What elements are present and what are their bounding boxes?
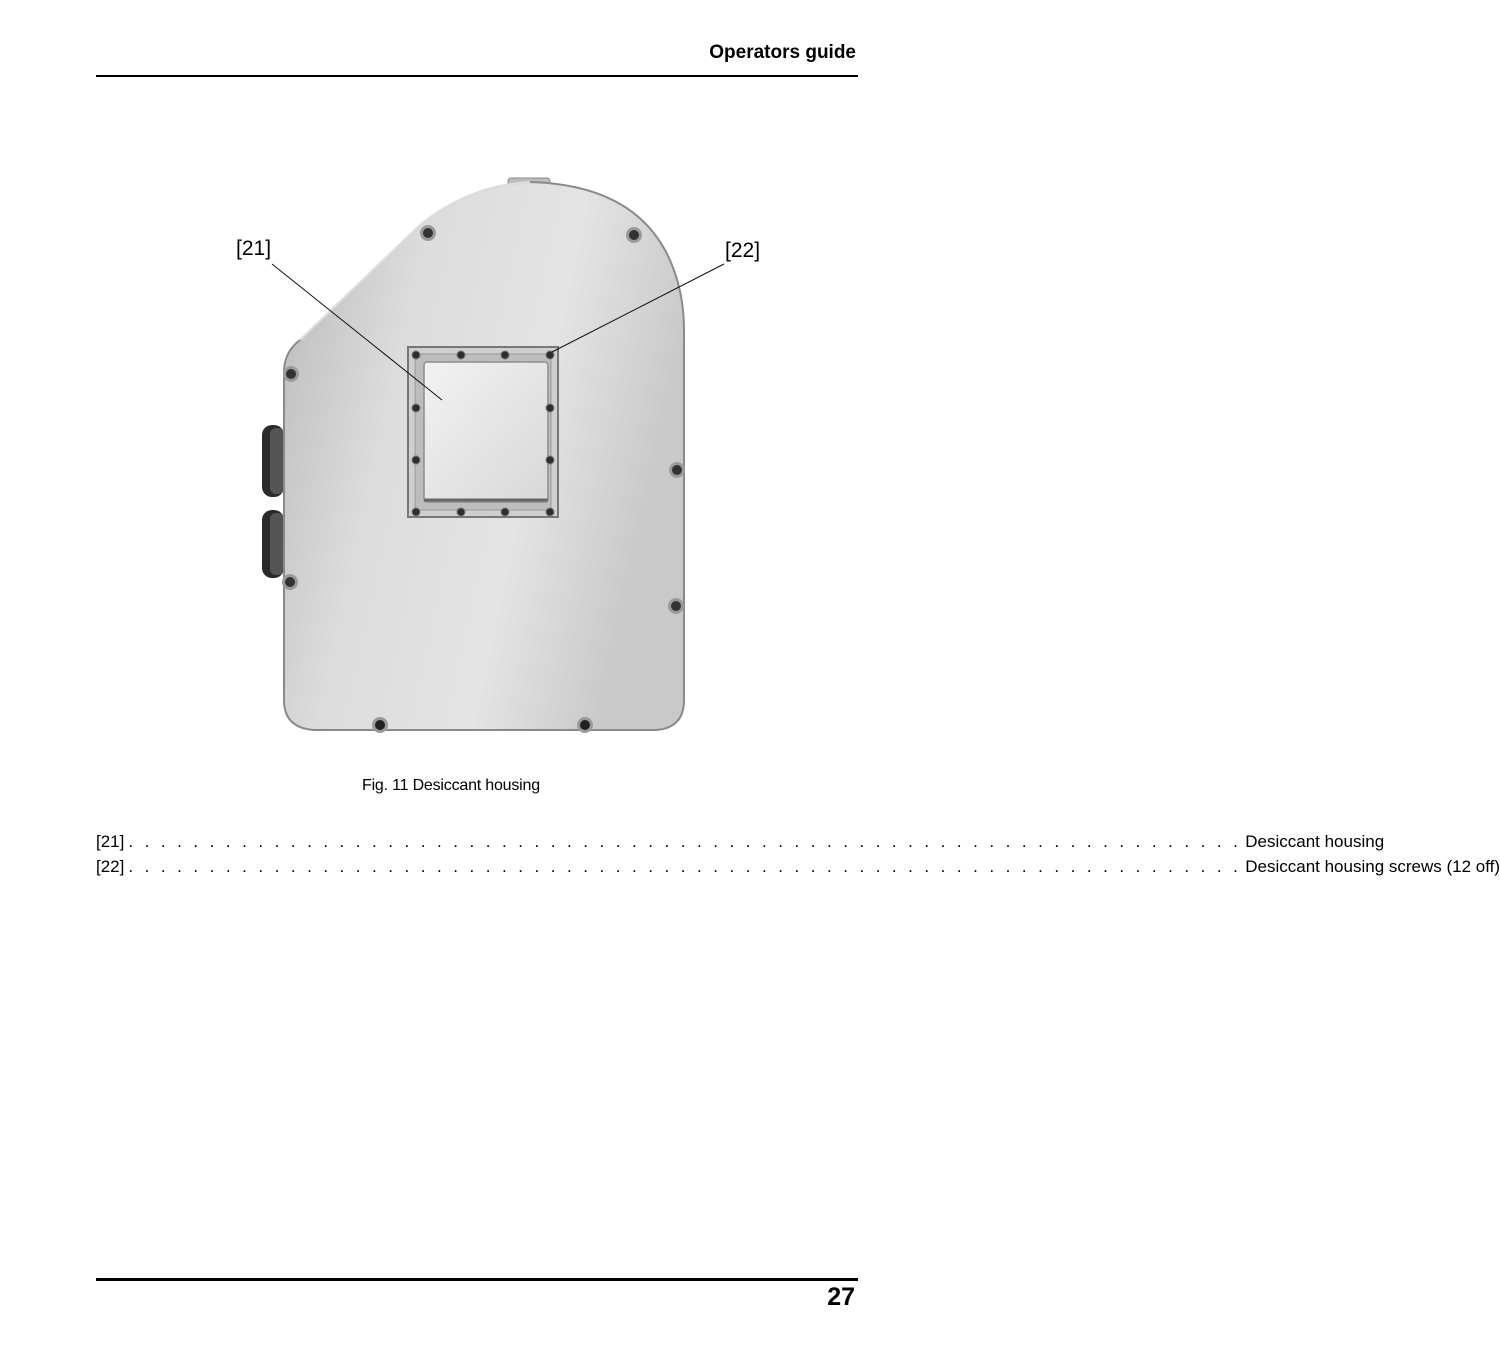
leader-dots: . . . . . . . . . . . . . . . . . . . . . . . . . . . . . . . . . . . . . . . . . . . . . . . . . . . . . . . . . . . . . . . . . . . . . xyxy=(128,832,1242,851)
legend-item xyxy=(96,832,1385,857)
leader-dots: . . . . . . . . . . . . . . . . . . . . . . . . . . . . . . . . . . . . . . . . . . . . . . . . . . . . . . . . . . . . . . . . . . . . . xyxy=(128,857,1242,876)
callout-label-21: [21] xyxy=(236,237,272,260)
legend-item xyxy=(96,857,1500,882)
callout-label-22: [22] xyxy=(725,239,761,262)
legend-value: Desiccant housing screws (12 off) xyxy=(1245,857,1500,876)
side-connector-upper xyxy=(262,425,284,497)
header-title: Operators guide xyxy=(709,42,856,63)
legend-key: [22] xyxy=(96,857,125,876)
figure-desiccant-housing xyxy=(0,0,954,760)
legend-value: Desiccant housing xyxy=(1245,832,1385,851)
page-number: 27 xyxy=(827,1283,855,1311)
desiccant-housing-lid xyxy=(424,362,548,502)
legend-key: [21] xyxy=(96,832,125,851)
legend-list xyxy=(96,832,1500,882)
footer-rule xyxy=(96,1278,858,1281)
figure-caption: Fig. 11 Desiccant housing xyxy=(362,777,540,794)
side-connector-lower xyxy=(262,510,284,578)
instrument-photo xyxy=(0,0,954,760)
